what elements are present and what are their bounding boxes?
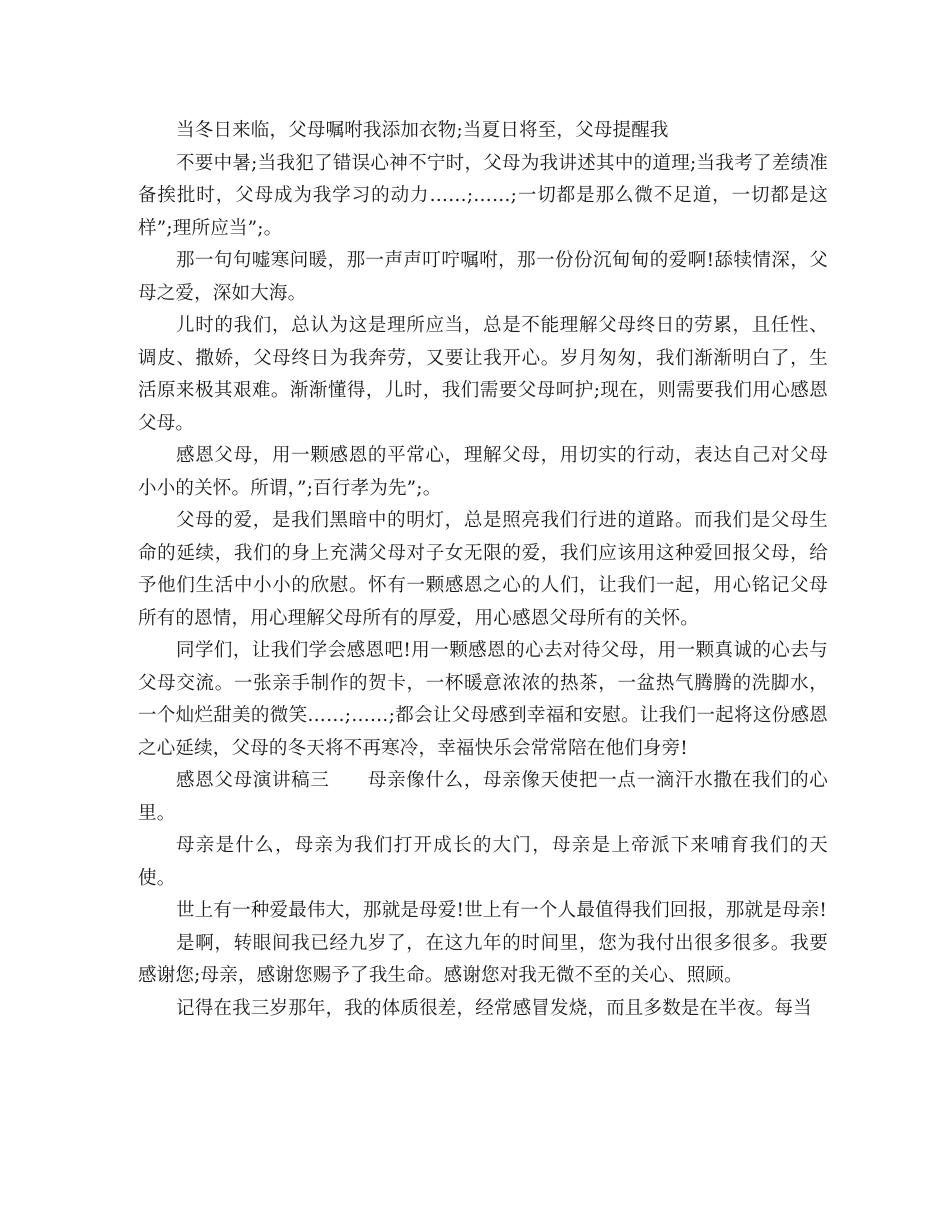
paragraph-7: 同学们，让我们学会感恩吧!用一颗感恩的心去对待父母，用一颗真诚的心去与父母交流。一张亲手制作的贺卡，一杯暖意浓浓的热茶，一盆热气腾腾的洗脚水，一个灿烂甜美的微笑……;……;都会让父母感到幸福和安慰。让我们一起将这份感恩之心延续，父母的冬天将不再寒冷，幸福快乐会常常陪在他们身旁! — [138, 640, 828, 759]
paragraph-10: 世上有一种爱最伟大，那就是母爱!世上有一个人最值得我们回报，那就是母亲! — [176, 900, 828, 921]
document-body — [138, 115, 828, 1025]
paragraph-12: 记得在我三岁那年，我的体质很差，经常感冒发烧，而且多数是在半夜。每当 — [176, 997, 812, 1019]
paragraph-8: 感恩父母演讲稿三 母亲像什么，母亲像天使把一点一滴汗水撒在我们的心里。 — [138, 770, 828, 824]
paragraph-2: 不要中暑;当我犯了错误心神不宁时，父母为我讲述其中的道理;当我考了差绩准备挨批时，父母成为我学习的动力……;……;一切都是那么微不足道，一切都是这样”;理所应当”;。 — [138, 152, 828, 239]
paragraph-5: 感恩父母，用一颗感恩的平常心，理解父母，用切实的行动，表达自己对父母小小的关怀。所谓，”;百行孝为先”;。 — [138, 445, 828, 499]
paragraph-6: 父母的爱，是我们黑暗中的明灯，总是照亮我们行进的道路。而我们是父母生命的延续，我们的身上充满父母对子女无限的爱，我们应该用这种爱回报父母，给予他们生活中小小的欣慰。怀有一颗感恩之心的人们，让我们一起，用心铭记父母所有的恩情，用心理解父母所有的厚爱，用心感恩父母所有的关怀。 — [138, 510, 828, 629]
paragraph-9: 母亲是什么，母亲为我们打开成长的大门，母亲是上帝派下来哺育我们的天使。 — [138, 835, 828, 889]
paragraph-3: 那一句句嘘寒问暖，那一声声叮咛嘱咐，那一份份沉甸甸的爱啊!舔犊情深，父母之爱，深如大海。 — [138, 250, 828, 304]
paragraph-11: 是啊，转眼间我已经九岁了，在这九年的时间里，您为我付出很多很多。我要感谢您;母亲，感谢您赐予了我生命。感谢您对我无微不至的关心、照顾。 — [138, 932, 828, 986]
paragraph-1: 当冬日来临，父母嘱咐我添加衣物;当夏日将至，父母提醒我 — [176, 120, 669, 141]
paragraph-4: 儿时的我们，总认为这是理所应当，总是不能理解父母终日的劳累，且任性、调皮、撒娇，父母终日为我奔劳，又要让我开心。岁月匆匆，我们渐渐明白了，生活原来极其艰难。渐渐懂得，儿时，我们需要父母呵护;现在，则需要我们用心感恩父母。 — [138, 315, 828, 434]
